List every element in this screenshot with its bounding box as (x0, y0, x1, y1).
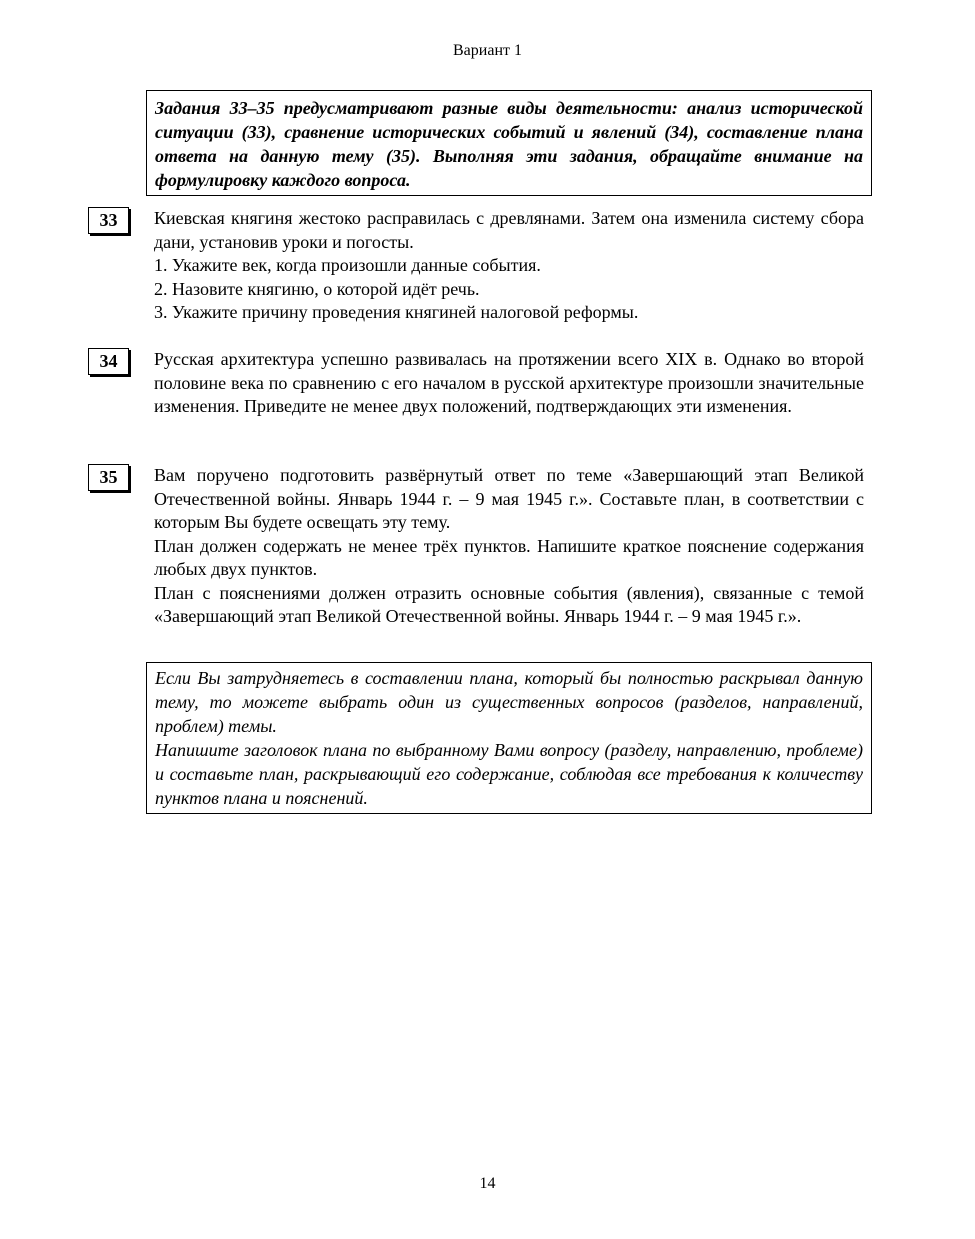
task-number-badge: 35 (88, 464, 129, 491)
task-number-badge: 34 (88, 348, 129, 375)
task-body (154, 348, 864, 419)
task-paragraph: Русская архитектура успешно развивалась на протяжении всего XIX в. Однако во второй половине века по сравнению с его началом в русской архитектуре произошли значительные изменения. Приведите не менее двух положений, подтверждающих эти изменения. (154, 349, 864, 416)
task-paragraph: Киевская княгиня жестоко расправилась с древлянами. Затем она изменила систему сбора дани, установив уроки и погосты. (154, 208, 864, 252)
task-body (154, 207, 864, 325)
hint-paragraph: Если Вы затрудняетесь в составлении плана, который бы полностью раскрывал данную тему, то можете выбрать один из существенных вопросов (разделов, направлений, проблем) темы. (155, 668, 863, 736)
plan-hint-box (146, 662, 872, 814)
intro-instructions-box: Задания 33–35 предусматривают разные виды деятельности: анализ исторической ситуации (33), сравнение исторических событий и явлений (34), составление плана ответа на данную тему (35). Выполняя эти задания, обращайте внимание на формулировку каждого вопроса. (146, 90, 872, 196)
task-body (154, 464, 864, 629)
task-paragraph: План с пояснениями должен отразить основные события (явления), связанные с темой «Завершающий этап Великой Отечественной войны. Январь 1944 г. – 9 мая 1945 г.». (154, 582, 864, 626)
task-number-badge: 33 (88, 207, 129, 234)
hint-paragraph: Напишите заголовок плана по выбранному Вами вопросу (разделу, направлению, проблеме) и составьте план, раскрывающий его содержание, соблюдая все требования к количеству пунктов плана и пояснений. (155, 740, 863, 808)
task-paragraph: 1. Укажите век, когда произошли данные события. (154, 255, 541, 275)
page-header: Вариант 1 (453, 42, 522, 59)
task-paragraph: План должен содержать не менее трёх пунктов. Напишите краткое пояснение содержания любых двух пунктов. (154, 535, 864, 579)
task-paragraph: 3. Укажите причину проведения княгиней налоговой реформы. (154, 302, 639, 322)
page-number: 14 (479, 1175, 496, 1192)
task-paragraph: Вам поручено подготовить развёрнутый ответ по теме «Завершающий этап Великой Отечественной войны. Январь 1944 г. – 9 мая 1945 г.». Составьте план, в соответствии с которым Вы будете освещать эту тему. (154, 465, 864, 532)
task-paragraph: 2. Назовите княгиню, о которой идёт речь. (154, 278, 480, 299)
